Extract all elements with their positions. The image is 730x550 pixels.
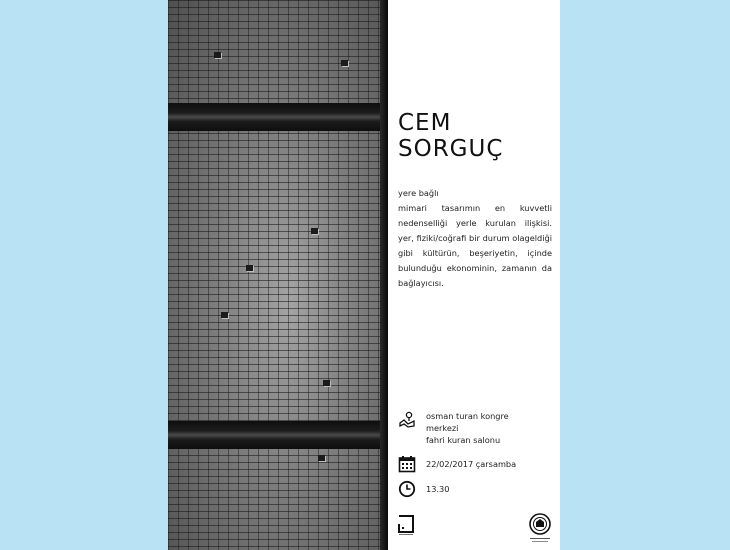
brick-peg [311, 228, 318, 234]
poster-title: CEM SORGUÇ [398, 110, 504, 162]
venue-text [426, 410, 509, 446]
map-pin-icon [398, 410, 416, 428]
date-row [398, 455, 516, 473]
venue-line-1: osman turan kongre [426, 411, 509, 421]
calendar-icon [398, 455, 416, 473]
brick-peg [246, 265, 253, 271]
event-poster [168, 0, 560, 550]
event-time: 13.30 [426, 484, 450, 494]
brick-wall-photo [168, 0, 388, 550]
event-date: 22/02/2017 çarsamba [426, 459, 517, 469]
brick-peg [318, 455, 325, 461]
venue-row [398, 410, 509, 446]
poster-description [398, 186, 552, 291]
brick-peg [323, 380, 330, 386]
square-logo-icon [398, 515, 414, 537]
brick-peg [214, 52, 221, 58]
window-band-top [168, 103, 380, 131]
brick-peg [221, 312, 228, 318]
description-lead: yere bağlı [398, 188, 439, 198]
venue-line-3: fahri kuran salonu [426, 435, 501, 445]
photo-edge [380, 0, 388, 550]
clock-icon [398, 480, 416, 498]
window-band-bottom [168, 421, 380, 449]
university-seal-icon [528, 512, 552, 544]
description-body: mimari tasarımın en kuvvetli nedenselliği yerle kurulan ilişkisi. yer, fiziki/coğrafi bir durum olageldiği gibi kültürün, beşeriyetin, içinde bulunduğu ekonominin, zamanın da bağlayıcısı. [398, 203, 552, 288]
brick-peg [341, 60, 348, 66]
time-row [398, 480, 449, 498]
venue-line-2: merkezi [426, 423, 459, 433]
